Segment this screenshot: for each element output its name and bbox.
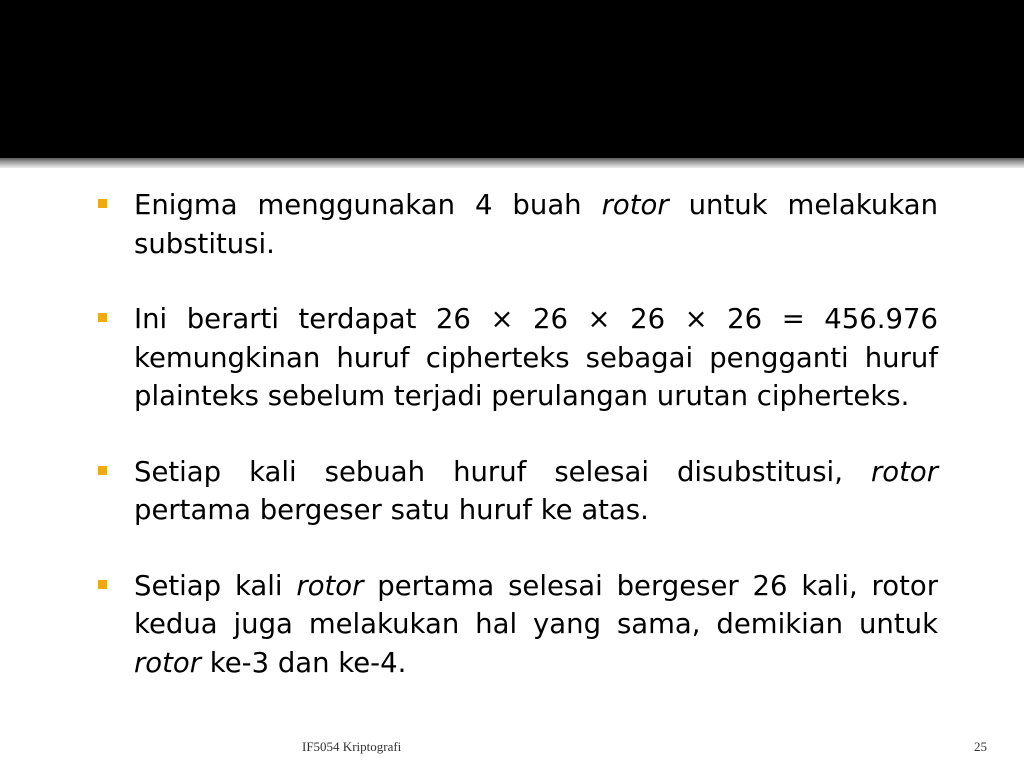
bullet-text-italic: rotor [134,646,202,679]
square-bullet-icon [98,580,107,589]
bullet-text [134,570,938,679]
slide-content [0,168,1024,768]
bullet-text [134,456,938,527]
title-divider [0,158,1024,168]
bullet-text [134,189,938,260]
bullet-text-run: Ini berarti terdapat 26 × 26 × 26 × 26 = 456.976 kemungkinan huruf cipherteks sebagai pengganti huruf plainteks sebelum terjadi perulangan urutan cipherteks. [134,303,938,412]
bullet-text-run: Setiap kali sebuah huruf selesai disubstitusi, [134,455,871,488]
bullet-text [134,303,938,412]
bullet-text-run: Enigma menggunakan 4 buah [134,189,602,221]
bullet-text-run: Setiap kali [134,569,297,602]
bullet-text-run: pertama bergeser satu huruf ke atas. [134,494,649,526]
bullet-item [98,453,938,530]
bullet-text-run: ke-3 dan ke-4. [201,646,407,679]
bullet-list [98,186,938,719]
page-number: 25 [974,739,987,754]
bullet-item [98,186,938,263]
bullet-item [98,300,938,416]
bullet-text-run: untuk melakukan substitusi. [134,189,938,260]
square-bullet-icon [98,199,107,208]
footer-course-title: IF5054 Kriptografi [302,739,402,754]
bullet-item [98,567,938,683]
title-band [0,0,1024,158]
bullet-text-run: pertama selesai bergeser 26 kali, rotor kedua juga melakukan hal yang sama, demikian untuk [134,569,938,640]
square-bullet-icon [98,466,107,475]
bullet-text-italic: rotor [296,569,364,602]
bullet-text-italic: rotor [601,189,669,221]
square-bullet-icon [98,313,107,322]
bullet-text-italic: rotor [870,455,938,488]
